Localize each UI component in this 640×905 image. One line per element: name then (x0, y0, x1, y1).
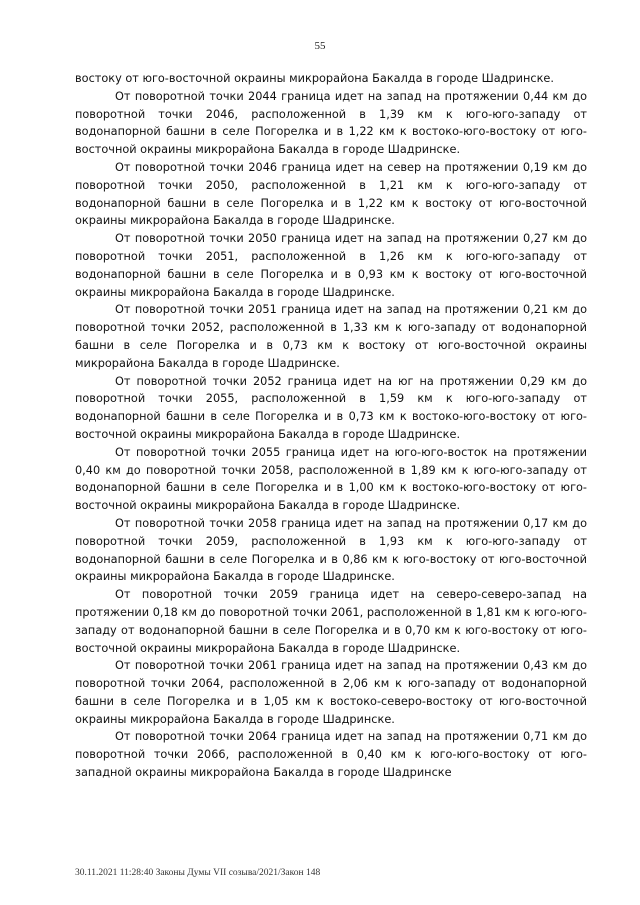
document-body (75, 70, 587, 782)
paragraph: От поворотной точки 2064 граница идет на запад на протяжении 0,71 км до поворотной точки 2066, расположенной в 0,40 км к юго-юго-востоку от юго-западной окраины микрорайона Бакалда в городе Шадринске (75, 730, 587, 780)
paragraph-continuation: востоку от юго-восточной окраины микрорайона Бакалда в городе Шадринске. (75, 72, 554, 85)
paragraph: От поворотной точки 2051 граница идет на запад на протяжении 0,21 км до поворотной точки 2052, расположенной в 1,33 км к юго-западу от водонапорной башни в селе Погорелка и в 0,73 км к востоку от юго-восточной окраины микрорайона Бакалда в городе Шадринске. (75, 303, 587, 370)
paragraph: От поворотной точки 2052 граница идет на юг на протяжении 0,29 км до поворотной точки 2055, расположенной в 1,59 км к юго-юго-западу от водонапорной башни в селе Погорелка и в 0,73 км к востоко-юго-востоку от юго-восточной окраины микрорайона Бакалда в городе Шадринске. (75, 374, 587, 441)
paragraph: От поворотной точки 2058 граница идет на запад на протяжении 0,17 км до поворотной точки 2059, расположенной в 1,93 км к юго-юго-западу от водонапорной башни в селе Погорелка и в 0,86 км к юго-востоку от юго-восточной окраины микрорайона Бакалда в городе Шадринске. (75, 516, 587, 584)
paragraph: От поворотной точки 2050 граница идет на запад на протяжении 0,27 км до поворотной точки 2051, расположенной в 1,26 км к юго-юго-западу от водонапорной башни в селе Погорелка и в 0,93 км к востоку от юго-восточной окраины микрорайона Бакалда в городе Шадринске. (75, 232, 587, 299)
paragraph: От поворотной точки 2055 граница идет на юго-юго-восток на протяжении 0,40 км до поворотной точки 2058, расположенной в 1,89 км к юго-юго-западу от водонапорной башни в селе Погорелка и в 1,00 км к востоко-юго-востоку от юго-восточной окраины микрорайона Бакалда в городе Шадринске. (75, 445, 587, 513)
document-footer: 30.11.2021 11:28:40 Законы Думы VII созыва/2021/Закон 148 (75, 868, 321, 878)
paragraph: От поворотной точки 2044 граница идет на запад на протяжении 0,44 км до поворотной точки 2046, расположенной в 1,39 км к юго-юго-западу от водонапорной башни в селе Погорелка и в 1,22 км к востоко-юго-востоку от юго-восточной окраины микрорайона Бакалда в городе Шадринске. (75, 89, 587, 157)
paragraph: От поворотной точки 2059 граница идет на северо-северо-запад на протяжении 0,18 км до поворотной точки 2061, расположенной в 1,81 км к юго-юго-западу от водонапорной башни в селе Погорелка и в 0,70 км к юго-востоку от юго-восточной окраины микрорайона Бакалда в городе Шадринске. (75, 588, 587, 655)
paragraph: От поворотной точки 2046 граница идет на север на протяжении 0,19 км до поворотной точки 2050, расположенной в 1,21 км к юго-юго-западу от водонапорной башни в селе Погорелка и в 1,22 км к востоку от юго-восточной окраины микрорайона Бакалда в городе Шадринске. (75, 160, 587, 228)
page-number: 55 (314, 40, 326, 52)
paragraph: От поворотной точки 2061 граница идет на запад на протяжении 0,43 км до поворотной точки 2064, расположенной в 2,06 км к юго-западу от водонапорной башни в селе Погорелка и в 1,05 км к востоко-северо-востоку от юго-восточной окраины микрорайона Бакалда в городе Шадринске. (75, 659, 587, 726)
